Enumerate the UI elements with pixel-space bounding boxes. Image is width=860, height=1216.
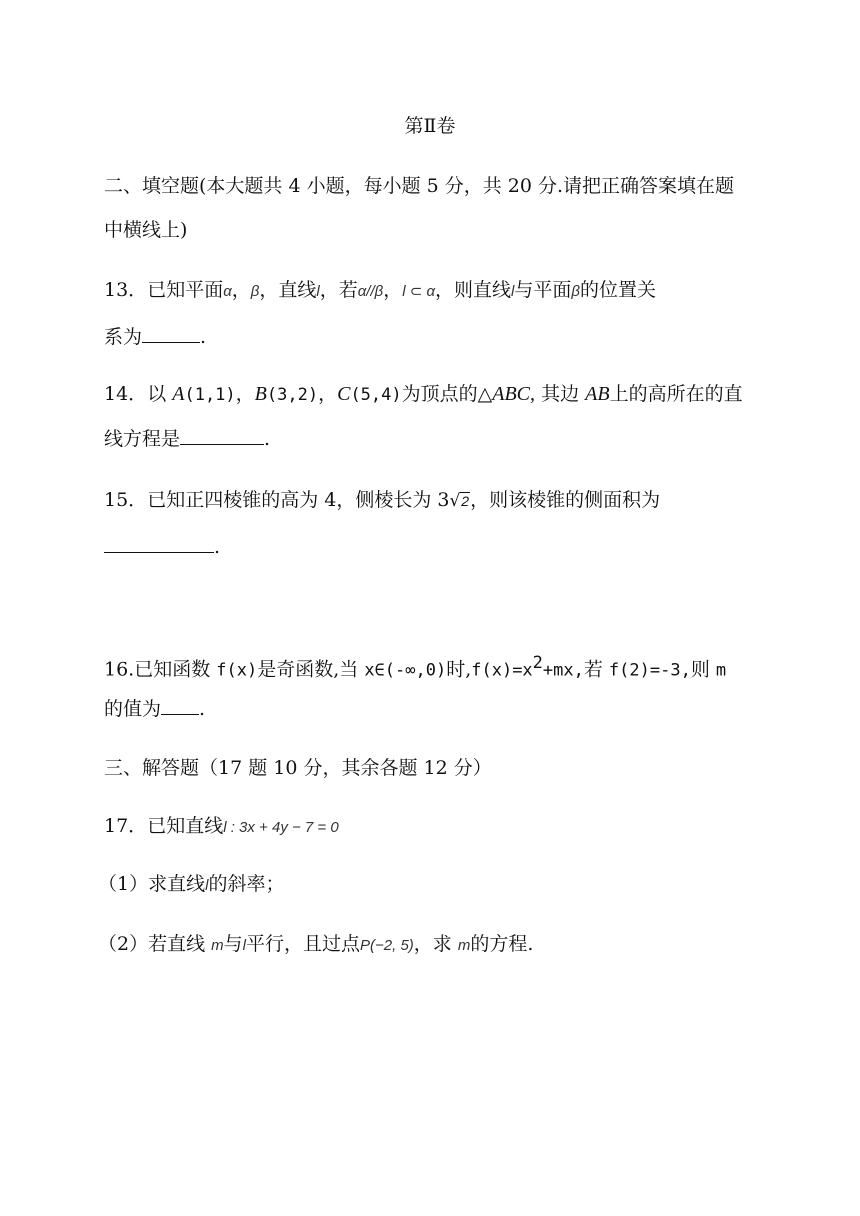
parallel-expression: α//β	[357, 283, 384, 300]
q14-sep: ，	[235, 383, 255, 405]
line-l-symbol: l	[511, 283, 515, 300]
q16-text: 16.已知函数	[104, 658, 217, 681]
line-m-symbol: m	[211, 937, 224, 954]
question-17-line1	[104, 812, 339, 842]
q16-text: 则	[690, 658, 716, 681]
q17-text: 的斜率；	[208, 873, 285, 895]
q14-text: 其边	[535, 383, 586, 405]
question-16-line1	[104, 649, 726, 684]
q16-equation-tail: +mx,	[542, 660, 584, 681]
question-17-part1	[98, 870, 284, 900]
q13-text: 的位置关	[579, 279, 656, 301]
q13-sep: ，	[383, 279, 403, 301]
line-l-symbol: l	[242, 937, 246, 954]
answer-blank[interactable]	[161, 694, 199, 715]
question-number: 14．	[104, 383, 148, 405]
section2-heading-line2: 中横线上)	[104, 219, 188, 241]
q14-sep: ，	[318, 383, 338, 405]
sqrt-expression: √2	[449, 491, 470, 511]
question-number: 17．	[104, 815, 148, 837]
question-number: 15．	[104, 489, 148, 511]
q16-domain: x∈(-∞,0)	[364, 660, 447, 681]
question-13-line1	[104, 276, 656, 306]
q15-text: ，则该棱锥的侧面积为	[470, 489, 661, 511]
question-16-line2	[104, 694, 205, 723]
q13-text: ，则直线	[435, 279, 512, 301]
q14-text: 上的高所在的直	[609, 383, 743, 405]
q16-text: 是奇函数,当	[257, 658, 365, 681]
question-15-line2	[104, 532, 220, 561]
side-ab: AB	[585, 383, 610, 405]
q17-text: 平行，且过点	[246, 933, 361, 955]
alpha-symbol: α	[223, 283, 232, 300]
q16-equation: f(x)=x	[471, 660, 533, 681]
q13-sep: ，	[231, 279, 251, 301]
line-m-symbol: m	[457, 937, 471, 954]
question-17-part2	[98, 930, 533, 960]
question-number: 13．	[104, 279, 148, 301]
q13-text: 已知平面	[147, 279, 224, 301]
q17-text: ，求	[413, 933, 458, 955]
q17-text: （1）求直线	[98, 873, 206, 895]
q14-text: 以	[147, 383, 167, 405]
q17-text: 已知直线	[147, 815, 224, 837]
q16-m: m	[715, 660, 727, 681]
q13-text: 系为	[104, 326, 143, 348]
q13-text: 与平面	[514, 279, 572, 301]
answer-blank[interactable]	[142, 322, 200, 343]
beta-symbol: β	[571, 283, 580, 300]
section3-heading: 三、解答题（17 题 10 分，其余各题 12 分）	[104, 757, 492, 779]
line-equation: l : 3x + 4y − 7 = 0	[223, 819, 339, 836]
question-13-line2	[104, 322, 206, 351]
point-p: P(−2, 5)	[360, 937, 414, 954]
point-b-coord: (3,2)	[266, 385, 319, 405]
radicand: 2	[461, 493, 470, 509]
point-a: A	[172, 383, 185, 405]
q15-end: .	[214, 536, 221, 558]
point-a-coord: (1,1)	[184, 385, 236, 405]
point-c: C	[337, 383, 351, 405]
subset-expression: l ⊂ α	[402, 283, 436, 300]
q17-text: 与	[223, 933, 243, 955]
q14-end: .	[264, 428, 271, 450]
question-14-line1	[104, 380, 743, 409]
beta-symbol: β	[250, 283, 260, 300]
question-14-line2	[104, 424, 270, 453]
point-b: B	[254, 383, 267, 405]
q13-text: ，直线	[259, 279, 317, 301]
answer-blank[interactable]	[180, 424, 264, 445]
q13-end: .	[200, 326, 207, 348]
section2-heading-line1: 二、填空题(本大题共 4 小题，每小题 5 分，共 20 分.请把正确答案填在题	[104, 175, 735, 197]
page-title: 第Ⅱ卷	[404, 115, 456, 137]
q14-text: 为顶点的△	[401, 383, 493, 405]
q16-text: 若	[583, 658, 609, 681]
q13-text: ，若	[319, 279, 358, 301]
q15-text: 已知正四棱锥的高为 4，侧棱长为 3	[147, 489, 450, 511]
answer-blank[interactable]	[104, 532, 214, 553]
q16-end: .	[199, 698, 206, 720]
q17-text: （2）若直线	[98, 933, 212, 955]
q16-text: 时,	[446, 658, 472, 681]
q16-exponent: 2	[532, 653, 543, 673]
q16-fx: f(x)	[216, 660, 258, 681]
point-c-coord: (5,4)	[350, 385, 402, 405]
question-15-line1	[104, 486, 660, 515]
line-l-symbol: l	[205, 877, 209, 894]
triangle-abc: ABC,	[492, 383, 536, 405]
q17-text: 的方程.	[470, 933, 534, 955]
q14-text: 线方程是	[104, 428, 181, 450]
q16-text: 的值为	[104, 698, 162, 720]
line-l-symbol: l	[316, 283, 320, 300]
q16-f2: f(2)=-3,	[608, 660, 691, 681]
